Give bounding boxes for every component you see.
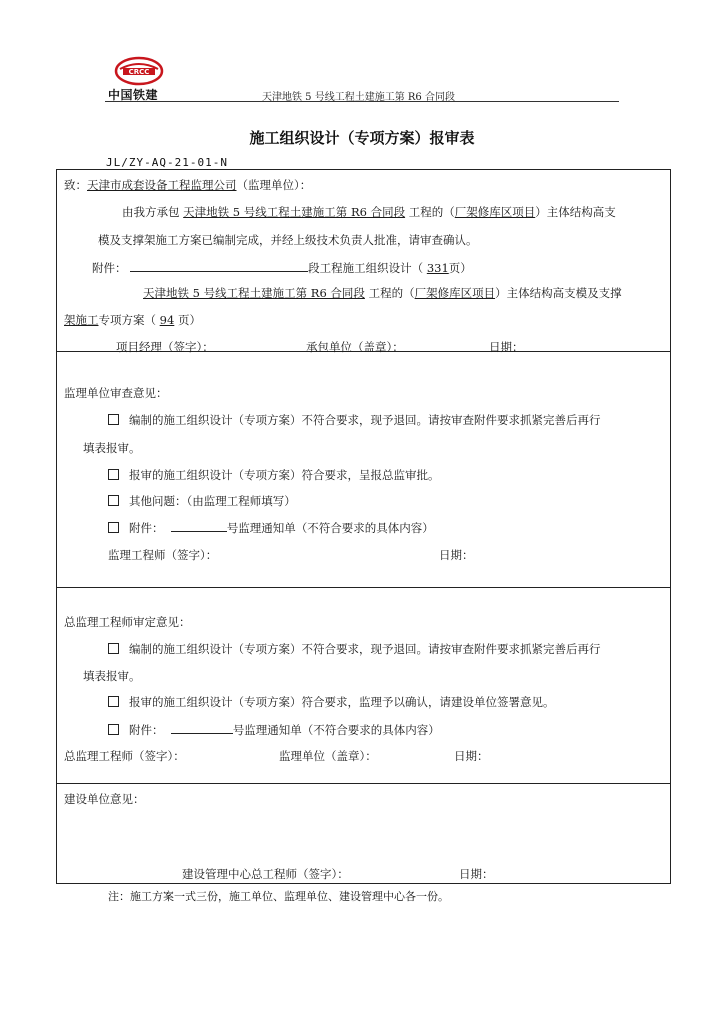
submission-line-2: 模及支撑架施工方案已编制完成，并经上级技术负责人批准，请审查确认。 xyxy=(98,233,478,247)
chief-signature-label: 总监理工程师（签字）： xyxy=(64,749,185,763)
other-checkbox[interactable] xyxy=(108,495,119,506)
date-label: 日期： xyxy=(489,340,524,354)
project-line: 天津地铁 5 号线工程土建施工第 R6 合同段 xyxy=(262,92,455,103)
chief-option-attachment: 附件： 号监理通知单（不符合要求的具体内容） xyxy=(108,721,440,738)
attachment-checkbox[interactable] xyxy=(108,522,119,533)
footer-note: 注：施工方案一式三份，施工单位、监理单位、建设管理中心各一份。 xyxy=(108,890,449,903)
owner-chief-signature-label: 建设管理中心总工程师（签字）： xyxy=(182,867,349,881)
chief-review-heading: 总监理工程师审定意见： xyxy=(64,615,191,629)
attachment-line-1: 附件： 段工程施工组织设计（ 331页） xyxy=(92,261,472,275)
chief-approve-checkbox[interactable] xyxy=(108,696,119,707)
special-plan-pages: 94 xyxy=(159,313,175,327)
supervision-option-approve: 报审的施工组织设计（专项方案）符合要求，呈报总监审批。 xyxy=(108,467,440,483)
section-divider-2 xyxy=(56,587,671,588)
header-divider xyxy=(105,101,619,102)
chief-reject-checkbox[interactable] xyxy=(108,643,119,654)
attachment-blank[interactable] xyxy=(130,259,308,272)
reject-checkbox[interactable] xyxy=(108,414,119,425)
logo-mark-text: CRCC xyxy=(128,68,150,77)
date-label: 日期： xyxy=(439,548,474,562)
form-code: JL/ZY-AQ-21-01-N xyxy=(106,156,228,169)
engineer-signature-label: 监理工程师（签字）： xyxy=(108,548,218,562)
approve-checkbox[interactable] xyxy=(108,469,119,480)
pm-signature-label: 项目经理（签字）： xyxy=(116,340,214,354)
chief-option-reject: 编制的施工组织设计（专项方案）不符合要求，现予退回。请按审查附件要求抓紧完善后再行 xyxy=(108,641,601,657)
supervision-unit: 天津市成套设备工程监理公司 xyxy=(87,178,237,192)
page-title: 施工组织设计（专项方案）报审表 xyxy=(249,129,475,147)
logo-text: 中国铁建 xyxy=(108,88,159,102)
section-divider-3 xyxy=(56,783,671,784)
date-label: 日期： xyxy=(459,867,494,881)
date-label: 日期： xyxy=(454,749,489,763)
submission-line-1: 由我方承包 天津地铁 5 号线工程土建施工第 R6 合同段 工程的（厂架修库区项目）主体结构高支 xyxy=(122,205,616,219)
supervision-seal-label: 监理单位（盖章）： xyxy=(279,749,377,763)
crcc-logo-icon xyxy=(114,56,164,86)
company-logo xyxy=(108,56,172,102)
supervision-option-other: 其他问题：（由监理工程师填写） xyxy=(108,493,296,509)
notice-number-blank[interactable] xyxy=(171,519,227,532)
owner-opinion-heading: 建设单位意见： xyxy=(64,792,145,806)
supervision-option-reject: 编制的施工组织设计（专项方案）不符合要求，现予退回。请按审查附件要求抓紧完善后再行 xyxy=(108,412,601,428)
supervision-review-heading: 监理单位审查意见： xyxy=(64,386,168,400)
chief-notice-number-blank[interactable] xyxy=(171,721,233,734)
chief-option-reject-cont: 填表报审。 xyxy=(83,669,141,683)
attachment-line-2: 天津地铁 5 号线工程土建施工第 R6 合同段 工程的（厂架修库区项目）主体结构高支模及支撑 xyxy=(143,286,622,300)
supervision-option-attachment: 附件： 号监理通知单（不符合要求的具体内容） xyxy=(108,519,434,536)
chief-option-approve: 报审的施工组织设计（专项方案）符合要求，监理予以确认，请建设单位签署意见。 xyxy=(108,694,555,710)
attachment-pages: 331 xyxy=(426,261,449,275)
attachment-line-3: 架施工专项方案（ 94 页） xyxy=(64,313,201,327)
contract-section: 天津地铁 5 号线工程土建施工第 R6 合同段 xyxy=(183,205,406,219)
contractor-seal-label: 承包单位（盖章）： xyxy=(306,340,404,354)
supervision-option-reject-cont: 填表报审。 xyxy=(83,441,141,455)
project-area: 厂架修库区项目 xyxy=(454,205,536,219)
chief-attachment-checkbox[interactable] xyxy=(108,724,119,735)
addressee-line: 致：天津市成套设备工程监理公司（监理单位）： xyxy=(64,178,312,192)
